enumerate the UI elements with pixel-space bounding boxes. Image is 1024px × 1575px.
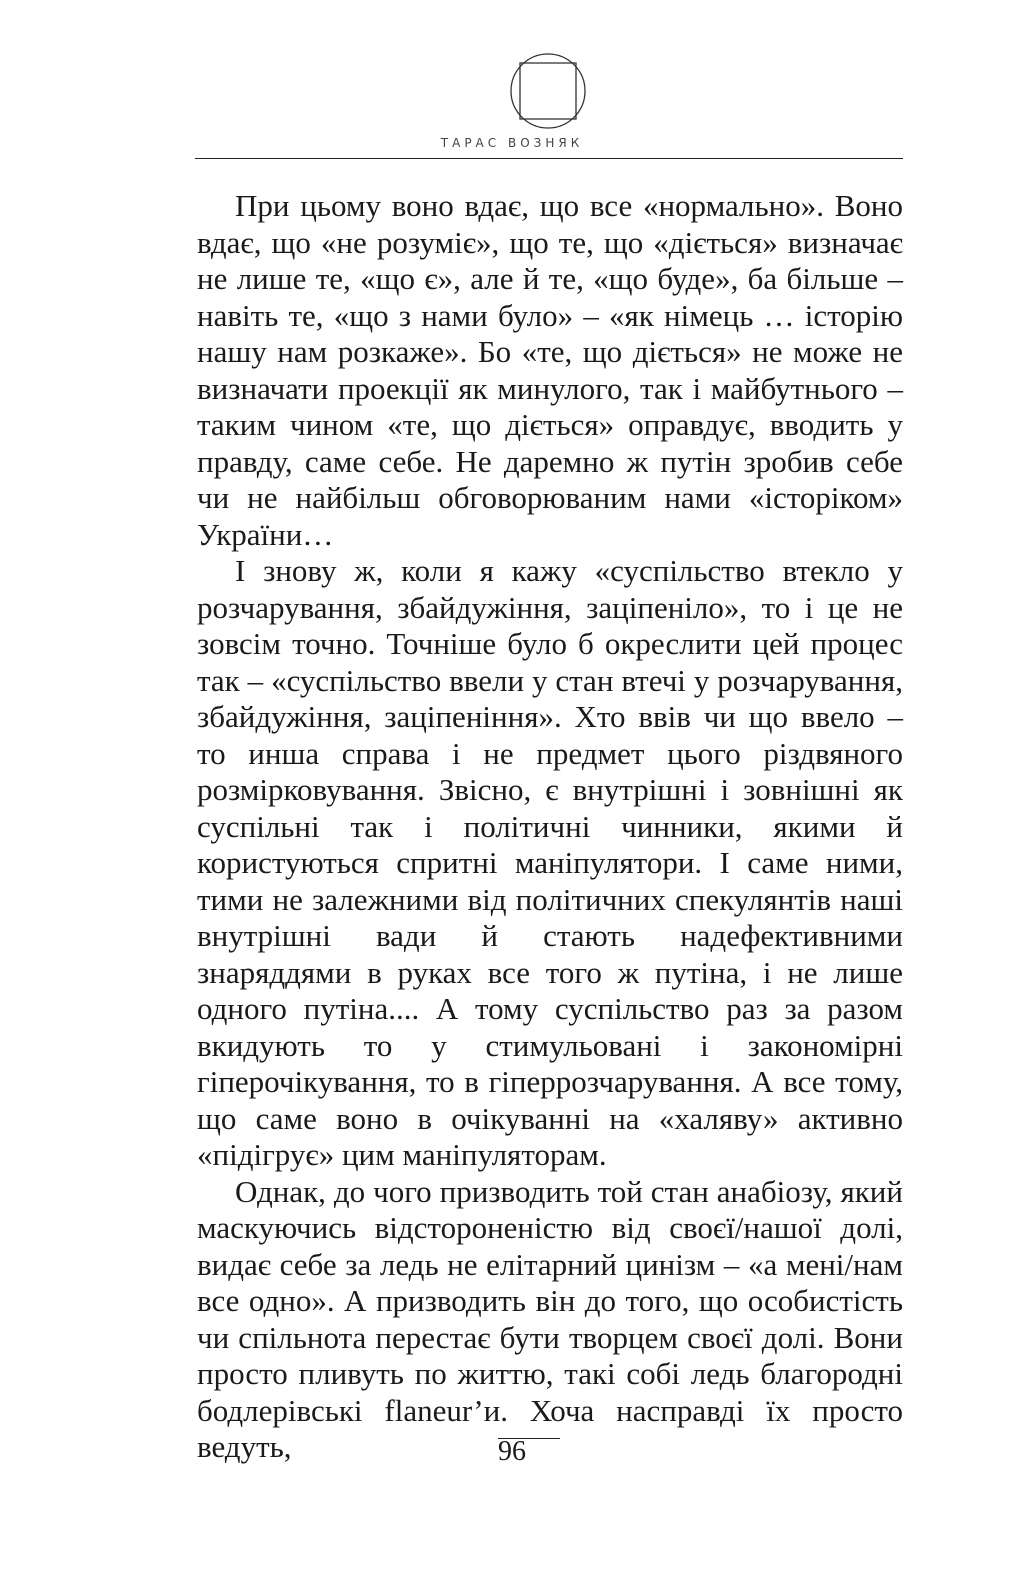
circle-square-logo-icon [509, 52, 587, 130]
body-text [197, 188, 903, 1466]
running-head-author: ТАРАС ВОЗНЯК [440, 136, 584, 150]
header-divider [195, 158, 903, 159]
paragraph: Однак, до чого призводить той стан анабіозу, який маскуючись відстороненістю від своєї/нашої долі, видає себе за ледь не елітарний цинізм – «а мені/нам все одно». А призводить він до того, що особистість чи спільнота перестає бути творцем своєї долі. Вони просто пливуть по життю, такі собі ледь благородні бодлерівські flaneur’и. Хоча насправді їх просто ведуть, [197, 1173, 903, 1464]
page-number: 96 [498, 1436, 526, 1467]
paragraph: При цьому воно вдає, що все «нормально». Воно вдає, що «не розуміє», що те, що «діється» визначає не лише те, «що є», але й те, «що буде», ба більше – навіть те, «що з нами було» – «як німець … історію нашу нам розкаже». Бо «те, що діється» не може не визначати проекції як минулого, так і майбутнього – таким чином «те, що діється» оправдує, вводить у правду, саме себе. Не даремно ж путін зробив себе чи не найбільш обговорюваним нами «історіком» України… [197, 188, 903, 552]
paragraph: І знову ж, коли я кажу «суспільство втекло у розчарування, збайдужіння, заціпеніло», то і це не зовсім точно. Точніше було б окреслити цей процес так – «суспільство ввели у стан втечі у розчарування, збайдужіння, заціпеніння». Хто ввів чи що ввело – то инша справа і не предмет цього різдвяного розмірковування. Звісно, є внутрішні і зовнішні як суспільні так і політичні чинники, якими й користуються спритні маніпулятори. І саме ними, тими не залежними від політичних спекулянтів наші внутрішні вади й стають надефективними знаряддями в руках все того ж путіна, і не лише одного путіна.... А тому суспільство раз за разом вкидують то у стимульовані і закономірні гіперочікування, то в гіперрозчарування. А все тому, що саме воно в очікуванні на «халяву» активно «підігрує» цим маніпуляторам. [197, 553, 903, 1172]
